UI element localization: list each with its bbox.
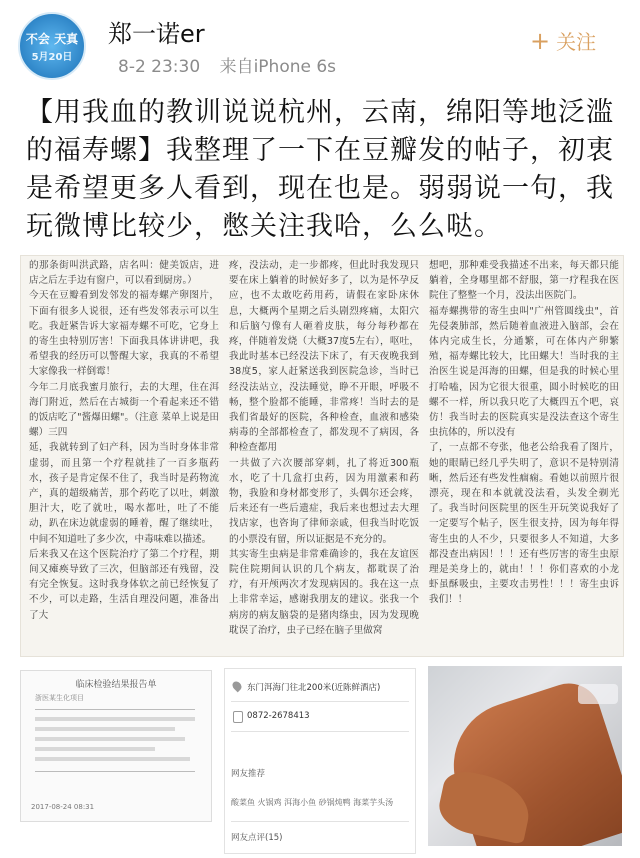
divider — [231, 731, 409, 732]
lab-report-subtitle: 浙医某生化项目 — [35, 694, 84, 702]
phone-icon — [233, 711, 243, 723]
article-image[interactable] — [20, 255, 624, 657]
report-row — [35, 757, 190, 761]
plus-icon: + — [530, 26, 551, 55]
recommend-label: 网友推荐 — [231, 769, 266, 779]
post-header — [0, 0, 640, 88]
divider — [35, 709, 195, 710]
post-meta — [118, 52, 350, 77]
comments-label: 网友点评(15) — [231, 833, 283, 843]
report-row — [35, 727, 175, 731]
lab-report-image[interactable] — [20, 670, 212, 822]
avatar-text-top: 不会 天真 — [25, 32, 79, 46]
image-thumbnails — [20, 662, 622, 852]
restaurant-phone: 0872-2678413 — [247, 711, 310, 721]
divider — [231, 701, 409, 702]
avatar[interactable] — [18, 12, 86, 80]
follow-label: 关注 — [556, 30, 597, 54]
divider — [231, 821, 409, 822]
divider — [35, 771, 195, 772]
post-text: 【用我血的教训说说杭州，云南，绵阳等地泛滥的福寿螺】我整理了一下在豆瓣发的帖子，初衷是希望更多人看到，现在也是。弱弱说一句，我玩微博比较少，憋关注我哈，么么哒。 — [26, 97, 614, 242]
post-time: 8-2 23:30 — [118, 57, 201, 77]
post-source: 来自iPhone 6s — [219, 57, 337, 77]
follow-button[interactable] — [530, 26, 596, 55]
report-row — [35, 747, 155, 751]
lab-report-date: 2017-08-24 08:31 — [31, 803, 95, 811]
report-row — [35, 717, 195, 721]
location-pin-icon — [231, 680, 244, 693]
article-column-2: 疼，没法动，走一步都疼，但此时我发现只要在床上躺着的时候好多了，以为是怀孕反应，也不太敢吃药用药，请假在家卧床休息，大概两个星期之后头剧烈疼痛，太阳穴和后脑勺像有人砸着皮肤，每分每秒都在疼，伴随着发烧（大概37度5左右），呕吐，我此时基本已经没法下床了，有天夜晚我到38度5，家人赶紧送我到医院急诊，当时已经没法站立，没法睡觉，睁不开眼，呼吸不畅，整个脸都不能睡，非常疼！当时去的是我们省最好的医院，各种检查，血液和感染病毒的全部都检查了，都发现不了病因，各种检查都用 一共做了六次腰部穿刺，扎了将近300瓶水，吃了十几盒打虫药，因为用激素和药物，我脸和身材都变形了，头偶尔还会疼，后来还有一些后遗症，我后来也想过去大理找店家，也咨询了律师亲戚，但我当时吃饭的小票没有留，所以证据是不充分的。 其实寄生虫病是非常难确诊的，我在友谊医院住院期间认识的几个病友，都耽误了治疗，有开颅两次才发现病因的。我在这一点上非常幸运，感谢我朋友的建议。张我一个病房的病友脑袋的是猪肉绦虫，因为发现晚耽误了治疗，虫子已经在脑子里做窝 — [229, 260, 419, 636]
restaurant-info-image[interactable] — [224, 668, 416, 854]
recommend-tags: 酸菜鱼 火锅鸡 洱海小鱼 砂锅炖鸭 海菜芋头汤 — [231, 798, 394, 807]
article-column-1: 的那条街叫洪武路，店名叫：健美饭店，进店之后左手边有窗户，可以看到厨房。） 今天在豆瓣看到发邻发的福寿螺产卵图片，下面有很多人说很，还有些发邻表示可以生吃。我赶紧告诉大家福寿螺不可吃，它身上的寄生虫特别厉害！下面我具体讲讲吧，我希望我的经历可以警醒大家，我真的不希望大家像我一样倒霉！ 今年二月底我蜜月旅行，去的大理，住在洱海门附近，然后在古城街一个看起来还不错的饭店吃了"酱爆田螺"。（注意 菜单上说是田螺）三四 延，我就转到了妇产科，因为当时身体非常虚弱，而且第一个疗程就挂了一百多瓶药水，孩子是肯定保不住了，我当时是药物流产，真的超级痛苦，那个药吃了以吐，刺激胆汁大，吃了就吐，喝水都吐，吐了不能动，趴在床边就虚弱的睡着，醒了继续吐，中间不知道吐了多少次，中毒味难以描述。 后来我又在这个医院治疗了第二个疗程，期间又瘫痪导致了三次，但脑部还有残留，没有完全恢复。这时我身体软之前已经恢复了不少，可以走路，生活自理没问题，准备出了大 — [29, 260, 219, 621]
lab-report-title: 临床检验结果报告单 — [75, 680, 157, 690]
username[interactable]: 郑一诺er — [108, 20, 205, 48]
restaurant-address: 东门洱海门往北200米(近陈鲜酒店) — [247, 683, 381, 693]
photo-glint — [578, 684, 618, 704]
report-row — [35, 737, 185, 741]
article-column-3: 想吧，那种难受我描述不出来，每天都只能躺着，全身哪里都不舒服，第一疗程我在医院住了整整一个月，没法出医院门。 福寿螺携带的寄生虫叫"广州管圆线虫"，首先侵袭肺部，然后随着血液进入脑部，会在体内完成生长，分通繁，可在体内产卵繁殖，福寿螺比较大，比田螺大！当时我的主治医生说是洱海的田螺，但是我的时候心里打哈嗑，因为它很大很重，圆小时候吃的田螺不一样，所以我只吃了大概四五个吧，哀仿！我当时去的医院真实是没法查这个寄生虫抗体的，所以没有 了，一点都不夸张，他老公给我看了图片，她的眼睛已经几乎失明了，意识不是特别清晰，然后还有些发性痼痫。看她以前照片很漂亮，现在和本就就没法看，头发全剃光了。我当时问医院里的医生开玩笑说我好了一定要写个帖子，医生很支持，因为每年得寄生虫的人不少，只要很多人不知道，大多都没查出病因！！！还有些厉害的寄生虫原理是美身上的，就由！！！你们喜欢的小龙虾虽酥吸虫，主要攻击男性！！！寄生虫诉我们！！ — [429, 260, 619, 606]
photo-image[interactable] — [428, 666, 622, 846]
avatar-text-bottom: 5月20日 — [31, 52, 73, 63]
